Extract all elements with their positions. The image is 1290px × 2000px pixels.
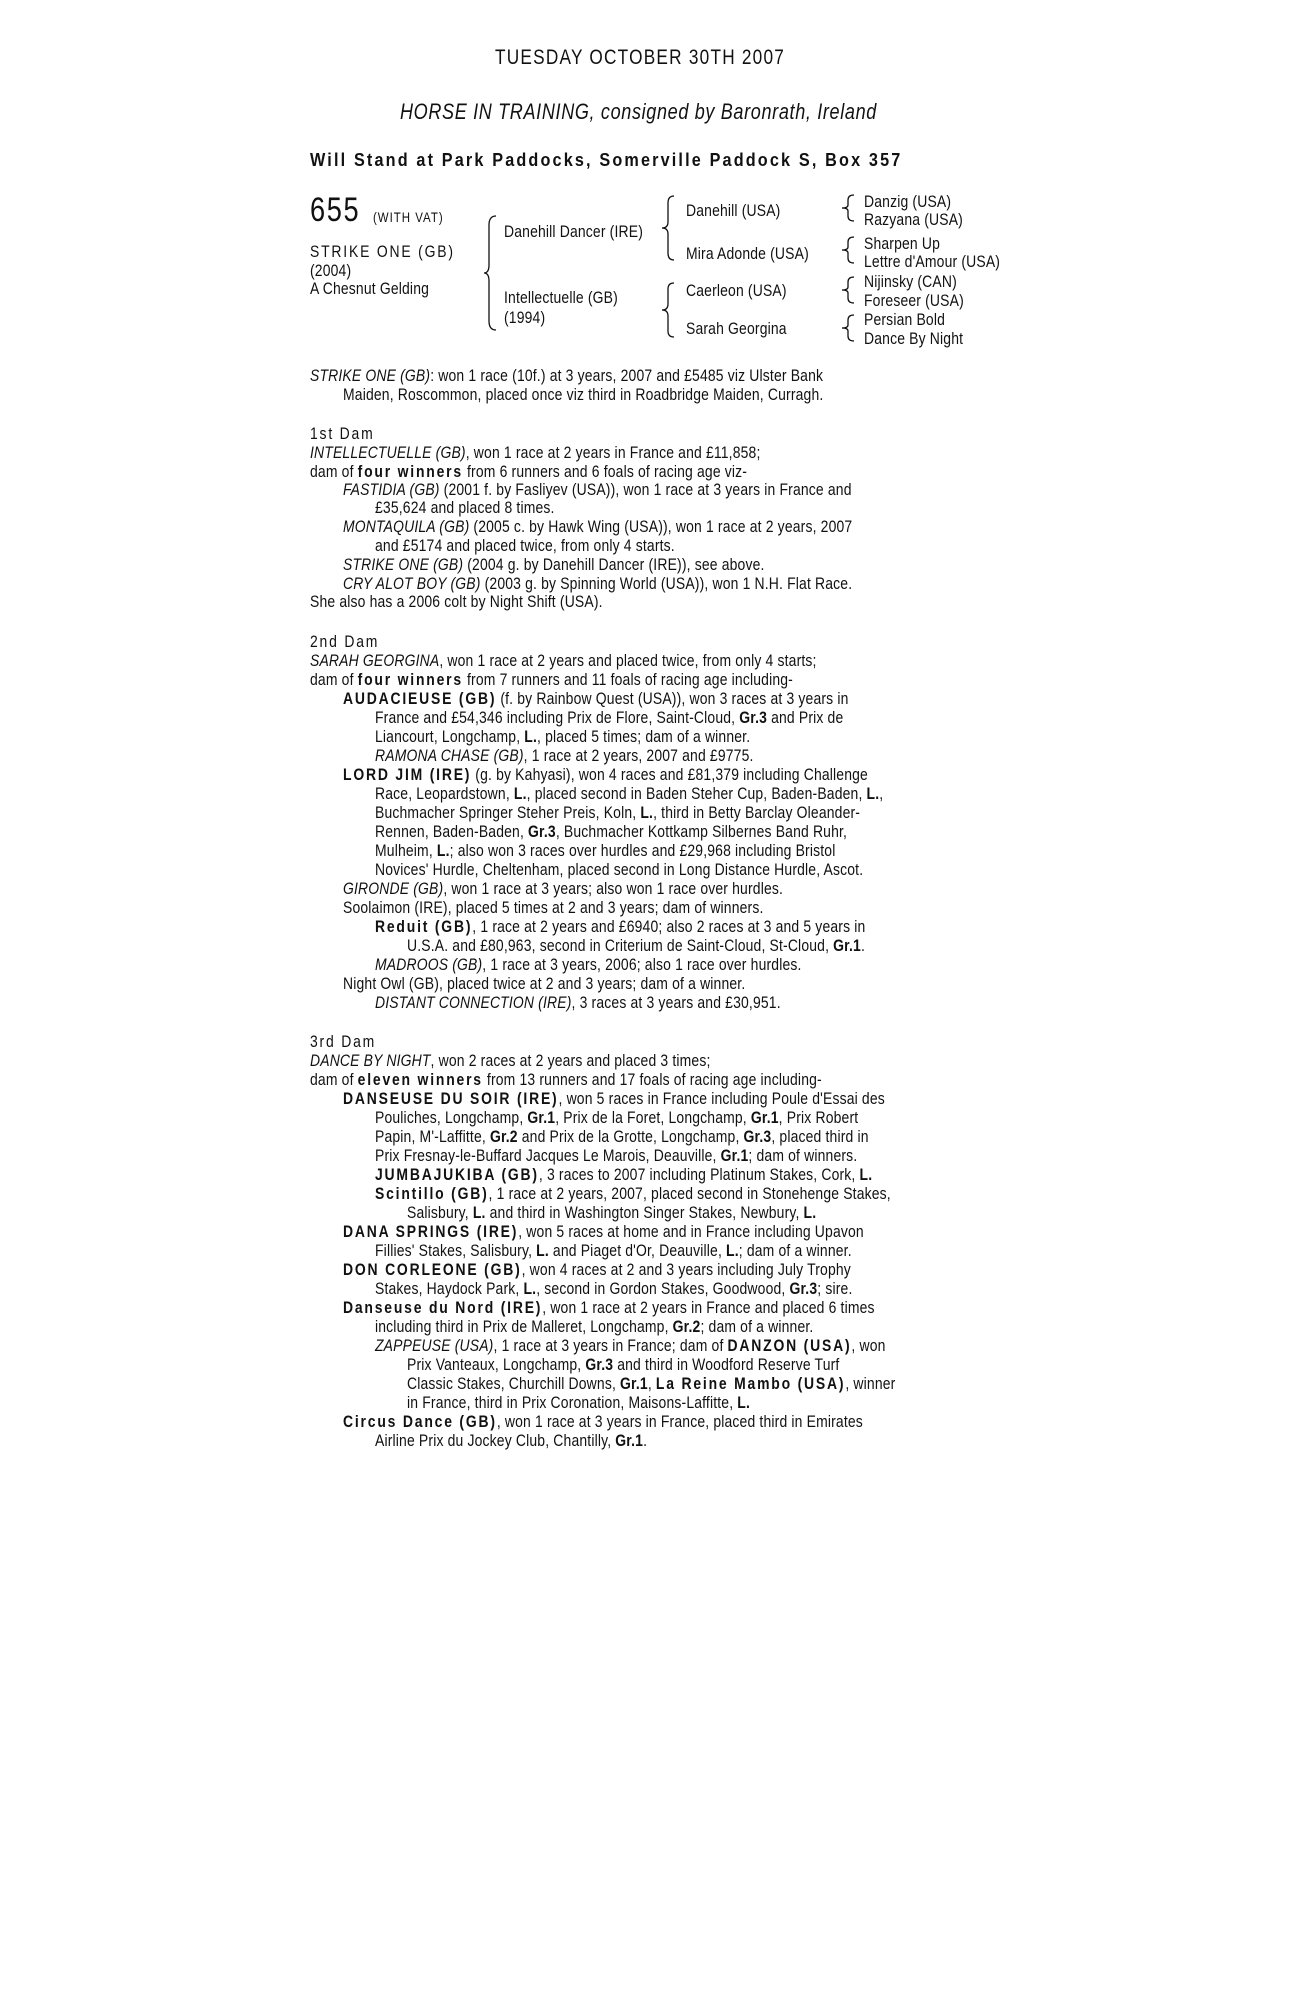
- foal-ramona-chase: [375, 746, 754, 765]
- foal-reduit-line2: [407, 936, 865, 955]
- text: including third in Prix de Malleret, Longchamp,: [375, 1317, 673, 1336]
- text: France and £54,346 including Prix de Flore, Saint-Cloud,: [375, 708, 740, 727]
- text: , third in Betty Barclay Oleander-: [653, 803, 861, 822]
- winners-count: four winners: [357, 670, 463, 689]
- foal-scintillo-line2: [407, 1203, 816, 1222]
- foal-montaquila: [343, 517, 852, 536]
- text: , placed third in: [771, 1127, 869, 1146]
- grade: L.: [524, 727, 538, 746]
- location-line: Will Stand at Park Paddocks, Somerville Paddock S, Box 357: [310, 150, 903, 170]
- text: and Piaget d'Or, Deauville,: [548, 1241, 727, 1260]
- pedigree-g6: Foreseer (USA): [864, 291, 964, 310]
- foal-name: La Reine Mambo (USA): [655, 1374, 846, 1393]
- foal-name: CRY ALOT BOY (GB): [343, 574, 481, 593]
- third-dam-line2: [310, 1070, 822, 1089]
- text: in France, third in Prix Coronation, Maisons-Laffitte,: [407, 1393, 738, 1412]
- text: , Prix de la Foret, Longchamp,: [555, 1108, 751, 1127]
- text: and third in Washington Singer Stakes, Newbury,: [485, 1203, 804, 1222]
- foal-night-owl: Night Owl (GB), placed twice at 2 and 3 years; dam of a winner.: [343, 974, 746, 993]
- foal-circus-dance-line2: [375, 1431, 647, 1450]
- foal-record: (2003 g. by Spinning World (USA)), won 1 N.H. Flat Race.: [480, 574, 853, 593]
- pedigree-brace-dam: [662, 282, 676, 338]
- foal-lord-jim-line5: [375, 841, 835, 860]
- text: , Buchmacher Kottkamp Silbernes Band Ruhr,: [555, 822, 848, 841]
- foal-record: (f. by Rainbow Quest (USA)), won 3 races at 3 years in: [496, 689, 849, 708]
- foal-dana-springs-line2: [375, 1241, 852, 1260]
- foal-record: (2004 g. by Danehill Dancer (IRE)), see above.: [463, 555, 765, 574]
- text: Race, Leopardstown,: [375, 784, 514, 803]
- foal-danseuse-du-soir-line4: [375, 1146, 857, 1165]
- foal-record: , 1 race at 3 years in France; dam of: [493, 1336, 728, 1355]
- consignor-line: HORSE IN TRAINING, consigned by Baronrath, Ireland: [400, 99, 877, 124]
- text: , winner: [845, 1374, 896, 1393]
- foal-name: JUMBAJUKIBA (GB): [375, 1165, 539, 1184]
- pedigree-g3: Sharpen Up: [864, 234, 941, 253]
- grade: L.: [523, 1279, 537, 1298]
- foal-jumbajukiba: [375, 1165, 872, 1184]
- text: from 13 runners and 17 foals of racing age including-: [482, 1070, 822, 1089]
- foal-record: , won 5 races at home and in France including Upavon: [518, 1222, 864, 1241]
- text: .: [643, 1431, 648, 1450]
- grade: Gr.2: [672, 1317, 701, 1336]
- pedigree-brace-g1: [842, 194, 856, 222]
- grade: Gr.1: [833, 936, 861, 955]
- first-dam-name: INTELLECTUELLE (GB): [310, 443, 466, 462]
- foal-record: (2001 f. by Fasliyev (USA)), won 1 race at 3 years in France and: [439, 480, 852, 499]
- foal-madroos: [375, 955, 802, 974]
- text: dam of: [310, 1070, 358, 1089]
- second-dam-record: , won 1 race at 2 years and placed twice, from only 4 starts;: [439, 651, 817, 670]
- pedigree-brace-g3: [842, 276, 856, 304]
- grade: L.: [536, 1241, 549, 1260]
- foal-name: DANZON (USA): [727, 1336, 852, 1355]
- pedigree-g7: Persian Bold: [864, 310, 946, 329]
- foal-distant-connection: [375, 993, 781, 1012]
- text: Pouliches, Longchamp,: [375, 1108, 528, 1127]
- foal-record: , won 5 races in France including Poule d'Essai des: [558, 1089, 885, 1108]
- pedigree-g5: Nijinsky (CAN): [864, 272, 957, 291]
- text: from 7 runners and 11 foals of racing age including-: [462, 670, 793, 689]
- foal-don-corleone: [343, 1260, 851, 1279]
- grade: L.: [513, 784, 527, 803]
- race-record-line1: [310, 366, 823, 385]
- grade: Gr.2: [489, 1127, 518, 1146]
- foal-zappeuse-line4: [407, 1393, 750, 1412]
- second-dam-name: SARAH GEORGINA: [310, 651, 440, 670]
- foal-cry-alot-boy: [343, 574, 852, 593]
- foal-don-corleone-line2: [375, 1279, 853, 1298]
- foal-record: , 1 race at 2 years, 2007 and £9775.: [523, 746, 754, 765]
- foal-zappeuse: [375, 1336, 886, 1355]
- pedigree-g2: Razyana (USA): [864, 210, 963, 229]
- foal-name: Circus Dance (GB): [343, 1412, 497, 1431]
- foal-record: , won 1 race at 3 years in France, placed third in Emirates: [496, 1412, 863, 1431]
- foal-circus-dance: [343, 1412, 863, 1431]
- text: Classic Stakes, Churchill Downs,: [407, 1374, 621, 1393]
- foal-record: , 1 race at 2 years, 2007, placed second in Stonehenge Stakes,: [488, 1184, 891, 1203]
- foal-reduit: [375, 917, 865, 936]
- text: Mulheim,: [375, 841, 437, 860]
- foal-record: , won 1 race at 3 years; also won 1 race over hurdles.: [443, 879, 784, 898]
- text: Airline Prix du Jockey Club, Chantilly,: [375, 1431, 616, 1450]
- text: Buchmacher Springer Steher Preis, Koln,: [375, 803, 641, 822]
- text: Liancourt, Longchamp,: [375, 727, 525, 746]
- text: ; dam of a winner.: [700, 1317, 814, 1336]
- foal-gironde: [343, 879, 783, 898]
- foal-soolaimon: Soolaimon (IRE), placed 5 times at 2 and 3 years; dam of winners.: [343, 898, 764, 917]
- foal-lord-jim-line6: Novices' Hurdle, Cheltenham, placed second in Long Distance Hurdle, Ascot.: [375, 860, 864, 879]
- first-dam-line1: [310, 443, 761, 462]
- foal-record: , 3 races to 2007 including Platinum Stakes, Cork,: [538, 1165, 860, 1184]
- foal-dana-springs: [343, 1222, 864, 1241]
- lot-number: 655: [310, 191, 361, 229]
- foal-name: Reduit (GB): [375, 917, 473, 936]
- foal-danseuse-du-soir: [343, 1089, 885, 1108]
- grade: Gr.1: [720, 1146, 749, 1165]
- pedigree-brace-g2: [842, 236, 856, 264]
- horse-description: A Chesnut Gelding: [310, 279, 430, 298]
- grade: L.: [866, 784, 880, 803]
- pedigree-dam: Intellectuelle (GB): [504, 288, 618, 307]
- text: Papin, M'-Laffitte,: [375, 1127, 490, 1146]
- foal-name: Scintillo (GB): [375, 1184, 489, 1203]
- horse-name: STRIKE ONE (GB): [310, 242, 455, 261]
- foal-record: (2005 c. by Hawk Wing (USA)), won 1 race at 2 years, 2007: [469, 517, 853, 536]
- second-dam-line1: [310, 651, 817, 670]
- foal-name: Danseuse du Nord (IRE): [343, 1298, 543, 1317]
- grade: Gr.3: [789, 1279, 818, 1298]
- race-record-text: : won 1 race (10f.) at 3 years, 2007 and £5485 viz Ulster Bank: [430, 366, 824, 385]
- text: , second in Gordon Stakes, Goodwood,: [536, 1279, 790, 1298]
- foal-lord-jim: [343, 765, 868, 784]
- grade: Gr.1: [527, 1108, 556, 1127]
- text: and Prix de la Grotte, Longchamp,: [517, 1127, 744, 1146]
- pedigree-dam-sire: Caerleon (USA): [686, 281, 787, 300]
- foal-record: , won 1 race at 2 years in France and placed 6 times: [542, 1298, 875, 1317]
- text: , placed second in Baden Steher Cup, Baden-Baden,: [526, 784, 867, 803]
- foal-name: DANA SPRINGS (IRE): [343, 1222, 519, 1241]
- text: ; dam of winners.: [748, 1146, 858, 1165]
- sale-date: TUESDAY OCTOBER 30TH 2007: [495, 46, 786, 69]
- text: .: [860, 936, 865, 955]
- pedigree-dam-year: (1994): [504, 308, 546, 327]
- pedigree-brace-main: [484, 215, 498, 331]
- text: and Prix de: [767, 708, 844, 727]
- text: ,: [879, 784, 884, 803]
- foal-name: DISTANT CONNECTION (IRE): [375, 993, 572, 1012]
- foal-danseuse-du-nord-line2: [375, 1317, 813, 1336]
- foal-name: DON CORLEONE (GB): [343, 1260, 522, 1279]
- text: ; dam of a winner.: [738, 1241, 852, 1260]
- foal-audacieuse: [343, 689, 849, 708]
- pedigree-sire: Danehill Dancer (IRE): [504, 222, 644, 241]
- foal-audacieuse-line3: [375, 727, 750, 746]
- text: U.S.A. and £80,963, second in Criterium de Saint-Cloud, St-Cloud,: [407, 936, 834, 955]
- winners-count: eleven winners: [357, 1070, 483, 1089]
- winners-count: four winners: [357, 462, 463, 481]
- first-dam-record: , won 1 race at 2 years in France and £11,858;: [465, 443, 761, 462]
- third-dam-record: , won 2 races at 2 years and placed 3 times;: [430, 1051, 711, 1070]
- foal-record: , won 4 races at 2 and 3 years including July Trophy: [521, 1260, 851, 1279]
- text: Prix Fresnay-le-Buffard Jacques Le Marois, Deauville,: [375, 1146, 721, 1165]
- pedigree-g4: Lettre d'Amour (USA): [864, 252, 1001, 271]
- pedigree-g8: Dance By Night: [864, 329, 964, 348]
- text: , Prix Robert: [778, 1108, 859, 1127]
- text: ; sire.: [817, 1279, 853, 1298]
- foal-montaquila-line2: and £5174 and placed twice, from only 4 starts.: [375, 536, 675, 555]
- foal-zappeuse-line2: [407, 1355, 839, 1374]
- grade: L.: [803, 1203, 817, 1222]
- foal-record: , 1 race at 2 years and £6940; also 2 races at 3 and 5 years in: [472, 917, 866, 936]
- first-dam-heading: 1st Dam: [310, 424, 375, 443]
- pedigree-brace-sire: [662, 195, 676, 261]
- grade: Gr.3: [739, 708, 768, 727]
- text: from 6 runners and 6 foals of racing age viz-: [462, 462, 748, 481]
- foal-record: , 3 races at 3 years and £30,951.: [571, 993, 781, 1012]
- foal-fastidia: [343, 480, 852, 499]
- grade: L.: [737, 1393, 751, 1412]
- foal-record: (g. by Kahyasi), won 4 races and £81,379 including Challenge: [471, 765, 868, 784]
- text: , placed 5 times; dam of a winner.: [537, 727, 751, 746]
- foal-danseuse-du-nord: [343, 1298, 875, 1317]
- foaling-year: (2004): [310, 261, 352, 280]
- text: Salisbury,: [407, 1203, 473, 1222]
- grade: L.: [436, 841, 450, 860]
- pedigree-sire-dam: Mira Adonde (USA): [686, 244, 809, 263]
- grade: Gr.1: [750, 1108, 779, 1127]
- vat-note: (WITH VAT): [373, 209, 444, 225]
- pedigree-g1: Danzig (USA): [864, 192, 952, 211]
- foal-name: RAMONA CHASE (GB): [375, 746, 524, 765]
- text: dam of: [310, 670, 358, 689]
- grade: L.: [726, 1241, 739, 1260]
- text: , won: [851, 1336, 886, 1355]
- third-dam-name: DANCE BY NIGHT: [310, 1051, 431, 1070]
- foal-fastidia-line2: £35,624 and placed 8 times.: [375, 498, 555, 517]
- grade: L.: [859, 1165, 873, 1184]
- text: Stakes, Haydock Park,: [375, 1279, 524, 1298]
- horse-name-italic: STRIKE ONE (GB): [310, 366, 431, 385]
- foal-name: LORD JIM (IRE): [343, 765, 472, 784]
- third-dam-heading: 3rd Dam: [310, 1032, 377, 1051]
- foal-name: DANSEUSE DU SOIR (IRE): [343, 1089, 559, 1108]
- foal-danseuse-du-soir-line3: [375, 1127, 869, 1146]
- text: ; also won 3 races over hurdles and £29,968 including Bristol: [449, 841, 836, 860]
- foal-name: FASTIDIA (GB): [343, 480, 440, 499]
- foal-lord-jim-line4: [375, 822, 847, 841]
- first-dam-line2: [310, 462, 747, 481]
- first-dam-note: She also has a 2006 colt by Night Shift (USA).: [310, 592, 603, 611]
- text: ,: [647, 1374, 656, 1393]
- foal-lord-jim-line2: [375, 784, 883, 803]
- race-record-line2: Maiden, Roscommon, placed once viz third in Roadbridge Maiden, Curragh.: [343, 385, 824, 404]
- grade: Gr.1: [615, 1431, 644, 1450]
- foal-record: , 1 race at 3 years, 2006; also 1 race over hurdles.: [482, 955, 802, 974]
- foal-audacieuse-line2: [375, 708, 843, 727]
- text: Prix Vanteaux, Longchamp,: [407, 1355, 586, 1374]
- pedigree-sire-sire: Danehill (USA): [686, 201, 781, 220]
- foal-zappeuse-line3: [407, 1374, 895, 1393]
- grade: L.: [472, 1203, 486, 1222]
- foal-name: STRIKE ONE (GB): [343, 555, 464, 574]
- foal-lord-jim-line3: [375, 803, 860, 822]
- second-dam-heading: 2nd Dam: [310, 632, 380, 651]
- foal-name: MONTAQUILA (GB): [343, 517, 470, 536]
- foal-name: GIRONDE (GB): [343, 879, 444, 898]
- foal-name: AUDACIEUSE (GB): [343, 689, 497, 708]
- third-dam-line1: [310, 1051, 711, 1070]
- grade: Gr.3: [528, 822, 556, 841]
- second-dam-line2: [310, 670, 793, 689]
- pedigree-brace-g4: [842, 314, 856, 342]
- text: dam of: [310, 462, 358, 481]
- grade: Gr.3: [743, 1127, 772, 1146]
- foal-name: MADROOS (GB): [375, 955, 483, 974]
- foal-scintillo: [375, 1184, 891, 1203]
- grade: Gr.3: [585, 1355, 614, 1374]
- grade: L.: [640, 803, 654, 822]
- grade: Gr.1: [620, 1374, 648, 1393]
- foal-name: ZAPPEUSE (USA): [375, 1336, 494, 1355]
- text: and third in Woodford Reserve Turf: [613, 1355, 840, 1374]
- text: Rennen, Baden-Baden,: [375, 822, 529, 841]
- foal-danseuse-du-soir-line2: [375, 1108, 858, 1127]
- pedigree-dam-dam: Sarah Georgina: [686, 319, 787, 338]
- foal-strike-one: [343, 555, 765, 574]
- text: Fillies' Stakes, Salisbury,: [375, 1241, 537, 1260]
